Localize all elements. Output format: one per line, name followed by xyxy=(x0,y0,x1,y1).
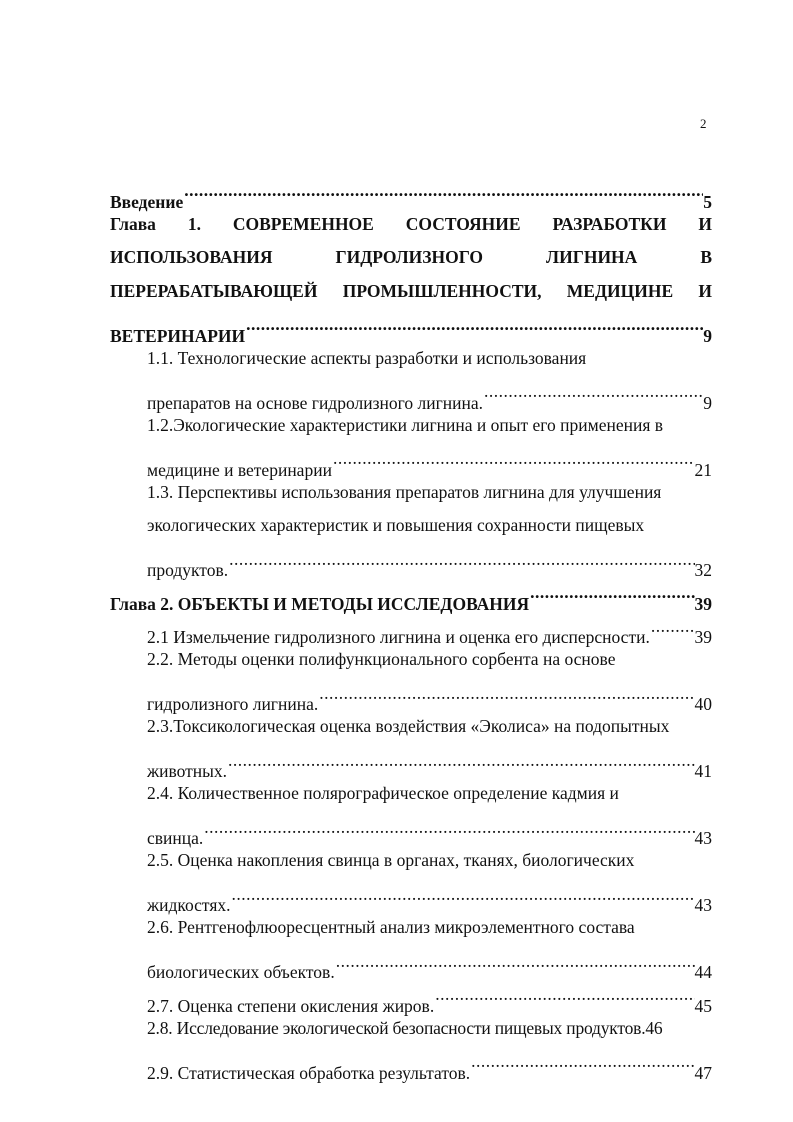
toc-page-number: 9 xyxy=(703,325,712,346)
toc-section-text: гидролизного лигнина. xyxy=(147,694,319,714)
toc-chapter1-title-line[interactable]: ПЕРЕРАБАТЫВАЮЩЕЙ ПРОМЫШЛЕННОСТИ, МЕДИЦИНЕ И xyxy=(110,280,712,301)
toc-page-number: 43 xyxy=(694,828,712,848)
leader-dots xyxy=(231,878,695,912)
toc-section-text: биологических объектов. xyxy=(147,962,335,982)
toc-section-2-2-last[interactable] xyxy=(110,677,712,714)
toc-page-number: 9 xyxy=(703,392,712,413)
toc-section-1-3-line[interactable]: 1.3. Перспективы использования препаратов лигнина для улучшения xyxy=(147,481,662,502)
toc-section-text: 2.8. Исследование экологической безопасности пищевых продуктов. xyxy=(147,1017,646,1038)
toc-intro-title: Введение xyxy=(110,191,184,212)
toc-section-1-3-last[interactable] xyxy=(110,543,712,580)
leader-dots xyxy=(332,442,695,476)
toc-section-1-1-line[interactable]: 1.1. Технологические аспекты разработки и использования xyxy=(147,347,587,368)
toc-page-number: 32 xyxy=(694,560,712,580)
leader-dots xyxy=(245,308,703,342)
toc-chapter1-title-line[interactable]: Глава 1. СОВРЕМЕННОЕ СОСТОЯНИЕ РАЗРАБОТКИ И xyxy=(110,213,712,234)
toc-chapter1-title-last[interactable] xyxy=(110,308,712,346)
toc-section-2-4-line[interactable]: 2.4. Количественное полярографическое определение кадмия и xyxy=(147,783,619,803)
toc-section-2-3-line[interactable]: 2.3.Токсикологическая оценка воздействия «Эколиса» на подопытных xyxy=(147,716,670,736)
toc-page-number: 40 xyxy=(694,694,712,714)
toc-page-number: 47 xyxy=(694,1062,712,1083)
table-of-contents xyxy=(110,174,712,1083)
toc-section-1-1-last[interactable] xyxy=(110,375,712,413)
leader-dots xyxy=(483,375,703,409)
toc-section-text: 2.7. Оценка степени окисления жиров. xyxy=(147,995,435,1016)
leader-dots xyxy=(650,610,695,644)
toc-section-2-3-last[interactable] xyxy=(110,744,712,781)
leader-dots xyxy=(318,677,694,711)
toc-section-text: животных. xyxy=(147,761,228,781)
toc-section-text: 2.1 Измельчение гидролизного лигнина и оценка его дисперсности. xyxy=(147,627,650,647)
toc-section-2-2-line[interactable]: 2.2. Методы оценки полифункционального сорбента на основе xyxy=(147,649,616,669)
toc-page-number: 45 xyxy=(694,995,712,1016)
leader-dots xyxy=(335,945,695,979)
leader-dots xyxy=(228,543,694,577)
toc-section-2-6-line[interactable]: 2.6. Рентгенофлюоресцентный анализ микроэлементного состава xyxy=(147,917,635,937)
page-number: 2 xyxy=(700,116,707,131)
toc-chapter1-title-line[interactable]: ИСПОЛЬЗОВАНИЯ ГИДРОЛИЗНОГО ЛИГНИНА В xyxy=(110,247,712,267)
toc-page-number: 43 xyxy=(694,895,712,915)
toc-section-text: медицине и ветеринарии xyxy=(147,459,332,480)
toc-section-2-6-last[interactable] xyxy=(110,945,712,982)
toc-section-text: продуктов. xyxy=(147,560,229,580)
toc-section-text: препаратов на основе гидролизного лигнина. xyxy=(147,392,483,413)
toc-page-number: 44 xyxy=(694,962,712,982)
toc-intro[interactable] xyxy=(110,174,712,212)
toc-page-number: 46 xyxy=(645,1017,663,1038)
toc-chapter1-title-text: ВЕТЕРИНАРИИ xyxy=(110,325,246,346)
toc-section-2-5-last[interactable] xyxy=(110,878,712,915)
leader-dots xyxy=(434,978,694,1012)
toc-section-1-2-line[interactable]: 1.2.Экологические характеристики лигнина и опыт его применения в xyxy=(147,414,664,435)
toc-section-2-5-line[interactable]: 2.5. Оценка накопления свинца в органах, тканях, биологических xyxy=(147,850,635,870)
toc-page-number: 5 xyxy=(703,191,712,212)
toc-section-text: свинца. xyxy=(147,828,204,848)
leader-dots xyxy=(227,744,694,778)
leader-dots xyxy=(183,174,703,208)
toc-section-2-8[interactable] xyxy=(110,1012,712,1046)
leader-dots xyxy=(203,811,694,845)
toc-section-text: 2.9. Статистическая обработка результатов. xyxy=(147,1062,471,1083)
toc-section-2-9[interactable] xyxy=(110,1045,712,1083)
toc-page-number: 41 xyxy=(694,761,712,781)
toc-page-number: 21 xyxy=(694,459,712,480)
leader-dots xyxy=(470,1045,694,1079)
toc-page-number: 39 xyxy=(694,627,712,647)
toc-section-2-4-last[interactable] xyxy=(110,811,712,848)
toc-section-1-3-line[interactable]: экологических характеристик и повышения сохранности пищевых xyxy=(147,515,645,535)
toc-page-number: 39 xyxy=(694,593,712,614)
toc-chapter2-title: Глава 2. ОБЪЕКТЫ И МЕТОДЫ ИССЛЕДОВАНИЯ xyxy=(110,593,530,614)
leader-dots xyxy=(529,576,694,610)
toc-section-1-2-last[interactable] xyxy=(110,442,712,480)
toc-section-text: жидкостях. xyxy=(147,895,231,915)
